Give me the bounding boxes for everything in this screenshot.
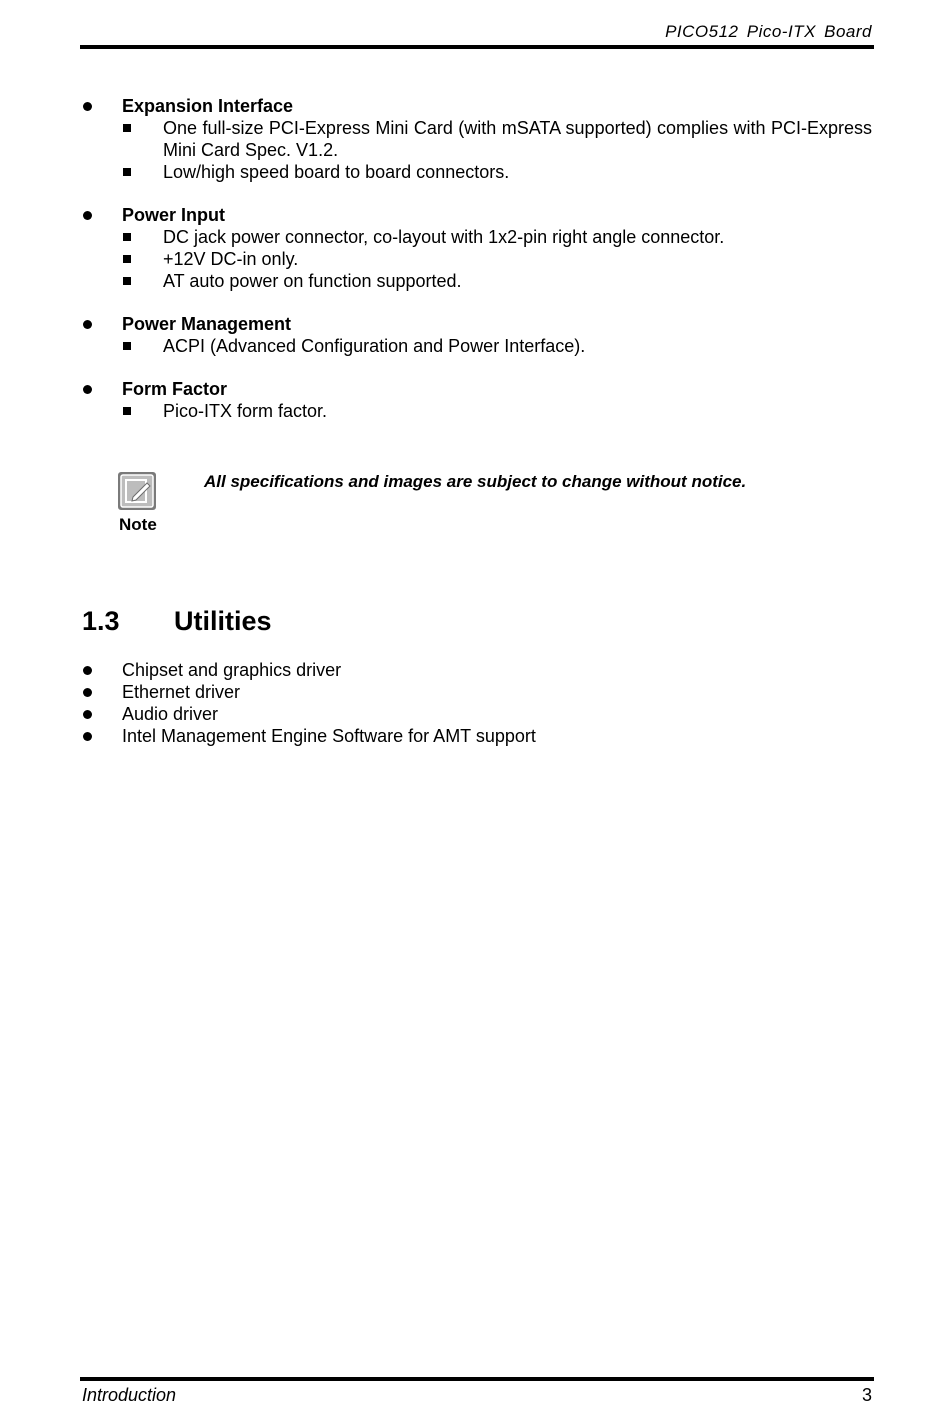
spec-group-power-input bbox=[80, 204, 872, 292]
bullet-icon bbox=[83, 666, 92, 675]
square-bullet-icon bbox=[123, 233, 131, 241]
spec-item bbox=[163, 226, 872, 248]
spec-item-text: One full-size PCI-Express Mini Card (with mSATA supported) complies with PCI-Express Mini Card Spec. V1.2. bbox=[163, 118, 872, 160]
bullet-icon bbox=[83, 710, 92, 719]
spec-item-text: +12V DC-in only. bbox=[163, 249, 299, 269]
square-bullet-icon bbox=[123, 407, 131, 415]
spec-heading: Power Input bbox=[122, 205, 225, 225]
bullet-icon bbox=[83, 102, 92, 111]
spec-item-text: ACPI (Advanced Configuration and Power Interface). bbox=[163, 336, 586, 356]
list-item bbox=[80, 725, 872, 747]
spec-group-form-factor bbox=[80, 378, 872, 422]
note-pencil-icon bbox=[117, 471, 157, 511]
spec-item bbox=[163, 400, 872, 422]
spec-item bbox=[163, 335, 872, 357]
spec-item bbox=[163, 270, 872, 292]
bullet-icon bbox=[83, 211, 92, 220]
list-item bbox=[80, 681, 872, 703]
spec-item-text: AT auto power on function supported. bbox=[163, 271, 462, 291]
page-number: 3 bbox=[861, 1385, 872, 1405]
spec-item bbox=[163, 161, 872, 183]
list-item bbox=[80, 659, 872, 681]
square-bullet-icon bbox=[123, 342, 131, 350]
square-bullet-icon bbox=[123, 277, 131, 285]
list-item-text: Ethernet driver bbox=[122, 682, 241, 702]
list-item bbox=[80, 703, 872, 725]
footer-rule bbox=[80, 1377, 874, 1381]
square-bullet-icon bbox=[123, 168, 131, 176]
note-text: All specifications and images are subject to change without notice. bbox=[204, 472, 747, 491]
spec-item bbox=[163, 117, 872, 161]
note-label: Note bbox=[119, 515, 157, 534]
list-item-text: Chipset and graphics driver bbox=[122, 660, 342, 680]
spec-item bbox=[163, 248, 872, 270]
list-item-text: Audio driver bbox=[122, 704, 219, 724]
square-bullet-icon bbox=[123, 255, 131, 263]
utilities-list bbox=[80, 659, 872, 747]
spec-heading: Form Factor bbox=[122, 379, 228, 399]
spec-heading: Power Management bbox=[122, 314, 292, 334]
spec-group-power-management bbox=[80, 313, 872, 357]
section-number: 1.3 bbox=[82, 606, 120, 636]
spec-heading: Expansion Interface bbox=[122, 96, 294, 116]
bullet-icon bbox=[83, 320, 92, 329]
list-item-text: Intel Management Engine Software for AMT support bbox=[122, 726, 536, 746]
spec-item-text: DC jack power connector, co-layout with 1x2-pin right angle connector. bbox=[163, 227, 725, 247]
section-title: Utilities bbox=[174, 606, 272, 636]
bullet-icon bbox=[83, 688, 92, 697]
spec-item-text: Low/high speed board to board connectors. bbox=[163, 162, 510, 182]
footer-chapter: Introduction bbox=[82, 1385, 177, 1405]
square-bullet-icon bbox=[123, 124, 131, 132]
spec-group-expansion bbox=[80, 95, 872, 183]
section-heading bbox=[82, 606, 272, 637]
spec-item-text: Pico-ITX form factor. bbox=[163, 401, 328, 421]
bullet-icon bbox=[83, 385, 92, 394]
bullet-icon bbox=[83, 732, 92, 741]
running-header-title: PICO512 Pico-ITX Board bbox=[665, 22, 872, 41]
header-rule bbox=[80, 45, 874, 49]
